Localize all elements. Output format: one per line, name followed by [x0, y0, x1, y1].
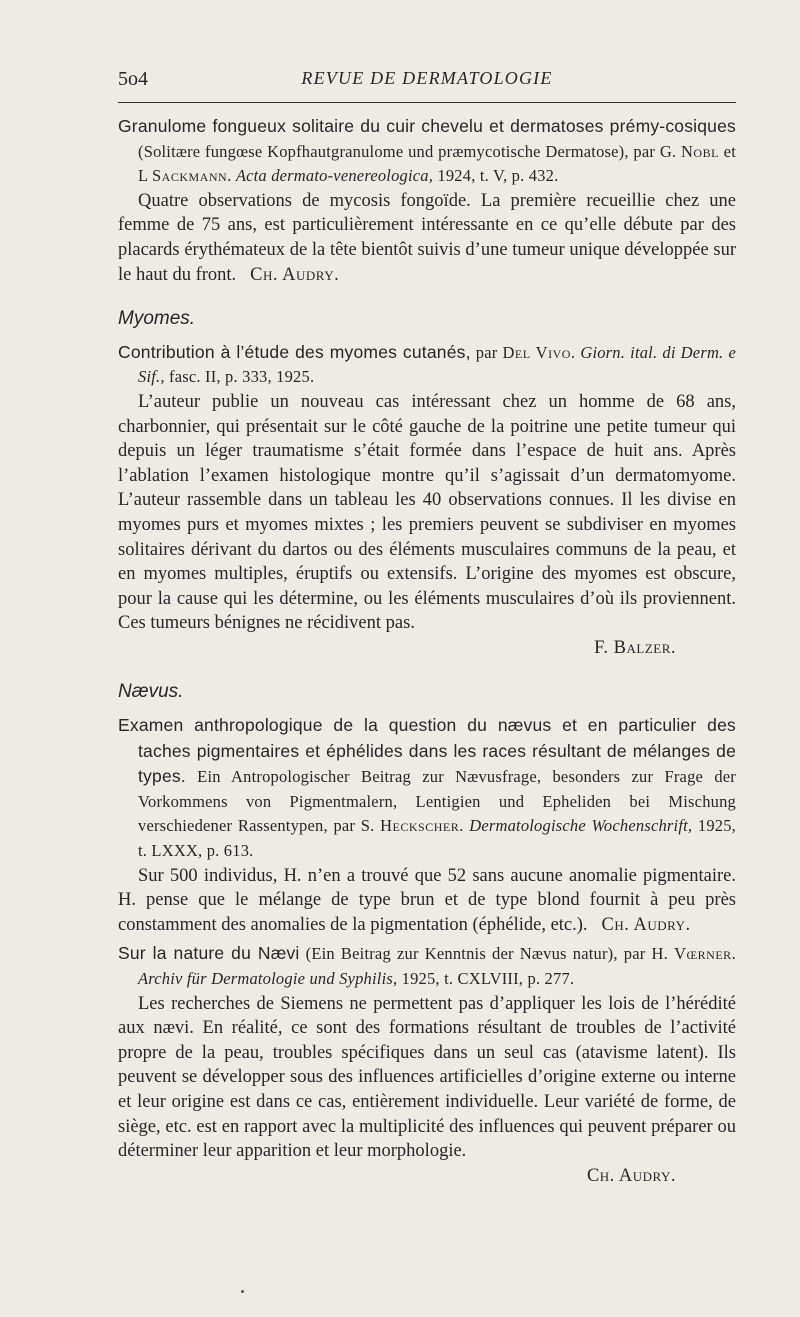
reference-text: 1924, t. V, p. 432. [433, 166, 559, 186]
signature: F. Balzer. [594, 637, 676, 658]
abstract-entry-granulome [118, 114, 736, 287]
section-heading-naevus: Nævus. [118, 681, 184, 703]
running-title: REVUE DE DERMATOLOGIE [301, 68, 553, 88]
abstract-text: Quatre observations de mycosis fongoïde. La première recueillie chez une femme de 75 ans, est particulièrement intéressante en ce qu’elle débute par des placards érythémateux de la tête bientôt suivis d’une tumeur unique développée sur le haut du front. [118, 190, 736, 285]
abstract-body: Les recherches de Siemens ne permettent pas d’appliquer les lois de l’hérédité aux nævi. En réalité, ce sont des formations résultant de troubles de l’activité propre de la peau, troubles spécifiques dans un seul cas (atavisme latent). Ils peuvent se développer sous des influences artificielles d’origine externe ou interne et leur origine est dans ce cas, entièrement individuelle. Leur variété de forme, de siège, etc. est en rapport avec la multiplicité des influences qui peuvent préparer ou déterminer leur apparition et leur morphologie. [118, 993, 736, 1162]
reference-text: (Ein Beitrag zur Kenntnis der Nævus natur), par H. [299, 944, 675, 964]
reference-text: . [227, 166, 236, 186]
author-name: Sackmann [152, 166, 228, 186]
reference-text: par [470, 342, 503, 362]
reference-text: 1925, t. LXXX, p. 613. [138, 816, 737, 861]
signature: Ch. Audry. [586, 1165, 676, 1186]
abstract-entry-nature-naevi [118, 941, 736, 1188]
author-name: Heckscher [380, 816, 460, 836]
abstract-entry-naevus-anthropologique [118, 713, 736, 937]
reference [118, 340, 736, 390]
reference-text: . [459, 816, 470, 836]
article-title: Contribution à l’étude des myomes cutanés, [118, 341, 471, 362]
reference [118, 713, 736, 864]
author-name: Vœrner [674, 944, 732, 964]
author-name: Nobl [681, 141, 719, 161]
journal-name: Archiv für Dermatologie und Syphilis, [138, 969, 398, 988]
page-number: 5o4 [118, 68, 148, 90]
header-rule [118, 102, 736, 103]
section-heading-myomes: Myomes. [118, 308, 196, 330]
reference-text: et L [138, 141, 736, 186]
article-title: Sur la nature du Nævi [118, 943, 300, 964]
reference-text: . [731, 944, 736, 964]
article-title: Granulome fongueux solitaire du cuir chevelu et dermatoses prémy-cosiques [118, 116, 736, 136]
journal-name: Acta dermato-venereologica, [235, 166, 434, 186]
signature: Ch. Audry. [250, 264, 340, 285]
page-header [118, 68, 736, 94]
reference [118, 114, 736, 189]
reference-text: (Solitære fungœse Kopfhautgranulome und præmycotische Dermatose), par G. [138, 141, 682, 161]
abstract-body: L’auteur publie un nouveau cas intéressant chez un homme de 68 ans, charbonnier, qui présentait sur le côté gauche de la poitrine une petite tumeur qui depuis un léger traumatisme s’était formée dans l’espace de huit ans. Après l’ablation l’examen histologique montre qu’il s’agissait d’un dermatomyome. L’auteur rassemble dans un tableau les 40 observations connues. Il les divise en myomes purs et myomes mixtes ; les premiers peuvent se subdiviser en myomes solitaires dérivant du dartos ou des éléments musculaires communs de la peau, et en myomes multiples, éruptifs ou extensifs. L’origine des myomes est obscure, pour la cause qui les détermine, ou les éléments musculaires d’où ils proviennent. Ces tumeurs bénignes ne récidivent pas. [118, 391, 736, 634]
ink-speck [241, 1290, 244, 1293]
signature: Ch. Audry. [601, 914, 691, 935]
journal-name: Giorn. ital. di Derm. e Sif., [138, 342, 736, 387]
journal-name: Dermatologische Wochenschrift, [469, 816, 693, 836]
reference-text: Ein Antropologischer Beitrag zur Nævusfrage, besonders zur Frage der Vorkommens von Pigmentmalern, Lentigien und Epheliden bei Mischung verschiedener Rassentypen, par S. [138, 767, 736, 836]
abstract-body [118, 189, 736, 287]
abstract-body [118, 864, 736, 938]
reference-text: fasc. II, p. 333, 1925. [164, 367, 315, 387]
abstract-entry-myomes [118, 340, 736, 661]
page-content [118, 114, 736, 1192]
reference-text: 1925, t. CXLVIII, p. 277. [397, 969, 575, 988]
author-name: Del Vivo [502, 342, 571, 362]
abstract-text: Sur 500 individus, H. n’en a trouvé que 52 sans aucune anomalie pigmentaire. H. pense que le mélange de type brun et de type blond fournit à peu près constamment des anomalies de la pigmentation (éphélide, etc.). [118, 865, 736, 935]
reference-text: . [570, 342, 581, 362]
article-title: Examen anthropologique de la question du nævus et en particulier des taches pigmentaires et éphélides dans les races résultant de mélanges de types. [118, 715, 736, 787]
reference [118, 941, 736, 991]
